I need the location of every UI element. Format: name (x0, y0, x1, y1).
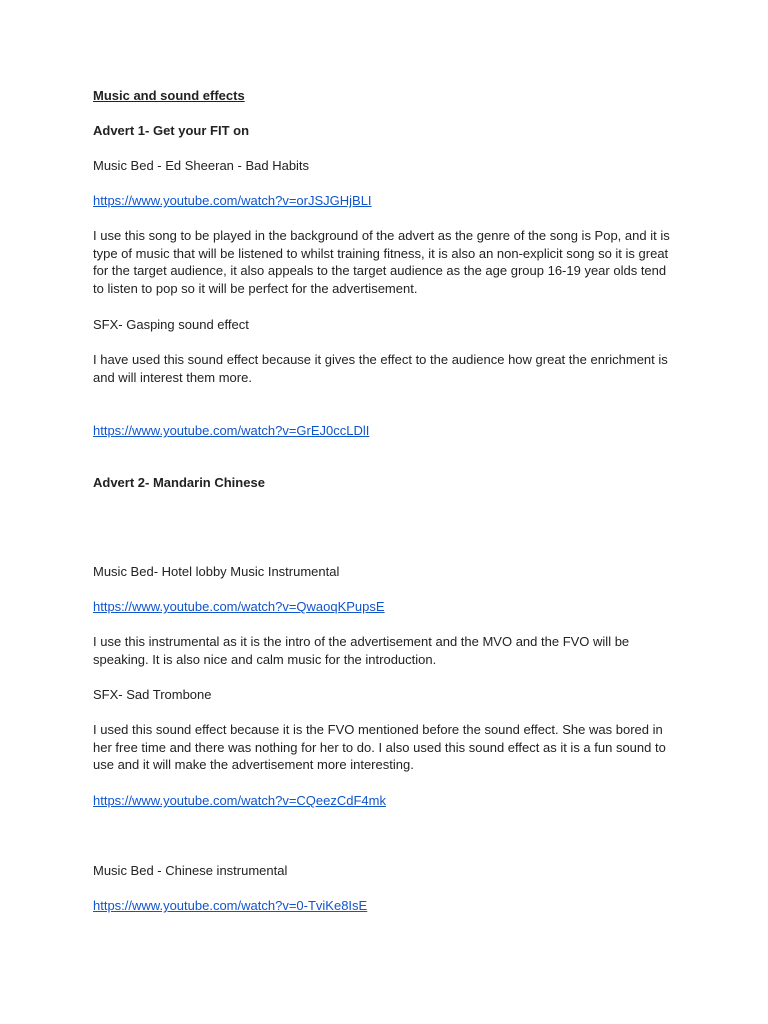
advert-2-music-link-paragraph (93, 598, 675, 616)
advert-1-music-link-paragraph (93, 192, 675, 210)
advert-1-sfx: SFX- Gasping sound effect (93, 317, 249, 332)
advert-1-music-bed: Music Bed - Ed Sheeran - Bad Habits (93, 158, 310, 173)
advert-2-heading: Advert 2- Mandarin Chinese (93, 475, 265, 490)
advert-2-sfx-link[interactable]: https://www.youtube.com/watch?v=CQeezCdF4mk (93, 793, 386, 808)
advert-1-music-link[interactable]: https://www.youtube.com/watch?v=orJSJGHjBLI (93, 193, 372, 208)
advert-2-sfx-text: I used this sound effect because it is the FVO mentioned before the sound effect. She was bored in her free time and there was nothing for her to do. I also used this sound effect as it is a fun sound to use and it will make the advertisement more interesting. (93, 722, 666, 773)
advert-2-sfx: SFX- Sad Trombone (93, 687, 212, 702)
advert-1-heading: Advert 1- Get your FIT on (93, 123, 250, 138)
advert-2-music-link[interactable]: https://www.youtube.com/watch?v=QwaoqKPupsE (93, 599, 385, 614)
advert-1-sfx-text: I have used this sound effect because it gives the effect to the audience how great the enrichment is and will interest them more. (93, 352, 668, 385)
advert-2-music-link-2-paragraph (93, 897, 675, 915)
advert-2-music-link-2[interactable]: https://www.youtube.com/watch?v=0-TviKe8IsE (93, 898, 368, 913)
advert-2-music-bed-2: Music Bed - Chinese instrumental (93, 863, 288, 878)
document-title: Music and sound effects (93, 88, 245, 103)
advert-1-music-text: I use this song to be played in the background of the advert as the genre of the song is Pop, and it is type of music that will be listened to whilst training fitness, it is also an non-explicit song so it is great for the target audience, it also appeals to the target audience as the age group 16-19 year olds tend to listen to pop so it will be perfect for the advertisement. (93, 228, 670, 297)
advert-1-sfx-link[interactable]: https://www.youtube.com/watch?v=GrEJ0ccLDlI (93, 423, 370, 438)
advert-2-sfx-link-paragraph (93, 792, 675, 810)
advert-2-music-bed: Music Bed- Hotel lobby Music Instrumental (93, 564, 340, 579)
advert-1-sfx-link-paragraph (93, 422, 675, 440)
advert-2-music-text: I use this instrumental as it is the intro of the advertisement and the MVO and the FVO will be speaking. It is also nice and calm music for the introduction. (93, 634, 630, 667)
